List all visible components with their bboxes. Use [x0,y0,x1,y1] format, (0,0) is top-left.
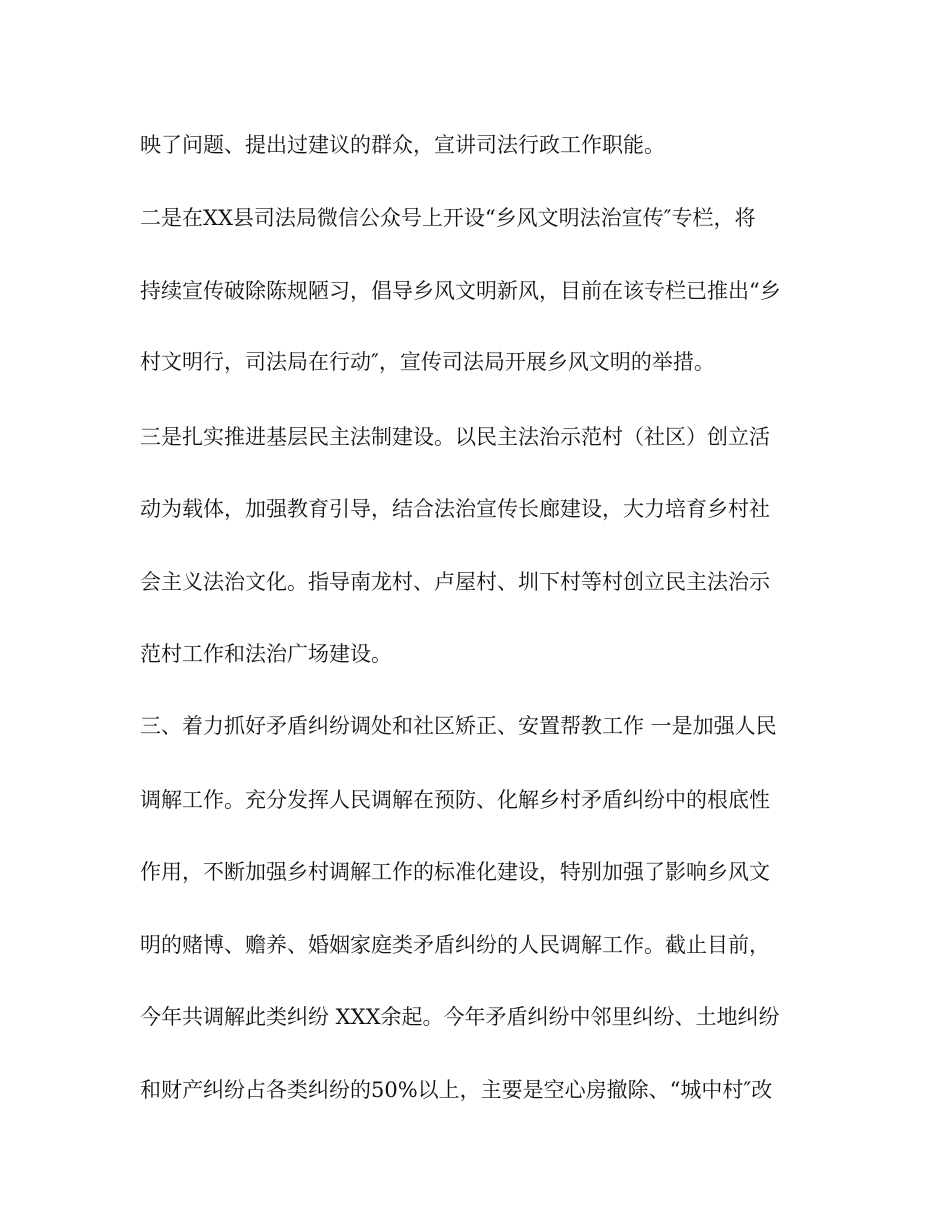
text-line: 今年共调解此类纠纷 XXX余起。今年矛盾纠纷中邻里纠纷、土地纠纷 [140,1005,780,1029]
text-line: 和财产纠纷占各类纠纷的50%以上，主要是空心房撤除、“城中村″改 [140,1078,773,1102]
text-line: 二是在XX县司法局微信公众号上开设“乡风文明法治宣传″专栏，将 [140,206,756,230]
text-line: 村文明行，司法局在行动″，宣传司法局开展乡风文明的举措。 [140,350,715,374]
text-line: 持续宣传破除陈规陋习，倡导乡风文明新风，目前在该专栏已推出“乡 [140,279,781,303]
text-line: 三是扎实推进基层民主法制建设。以民主法治示范村（社区）创立活 [140,425,770,449]
text-line: 映了问题、提出过建议的群众，宣讲司法行政工作职能。 [140,133,665,157]
text-line: 作用，不断加强乡村调解工作的标准化建设，特别加强了影响乡风文 [140,860,770,884]
section-heading-line: 三、着力抓好矛盾纠纷调处和社区矫正、安置帮教工作 一是加强人民 [140,714,777,738]
text-line: 动为载体，加强教育引导，结合法治宣传长廊建设，大力培育乡村社 [140,497,770,521]
text-line: 调解工作。充分发挥人民调解在预防、化解乡村矛盾纠纷中的根底性 [140,788,770,812]
text-line: 会主义法治文化。指导南龙村、卢屋村、圳下村等村创立民主法治示 [140,570,770,594]
text-line: 范村工作和法治广场建设。 [140,642,392,666]
text-line: 明的赌博、赡养、婚姻家庭类矛盾纠纷的人民调解工作。截止目前， [140,933,770,957]
